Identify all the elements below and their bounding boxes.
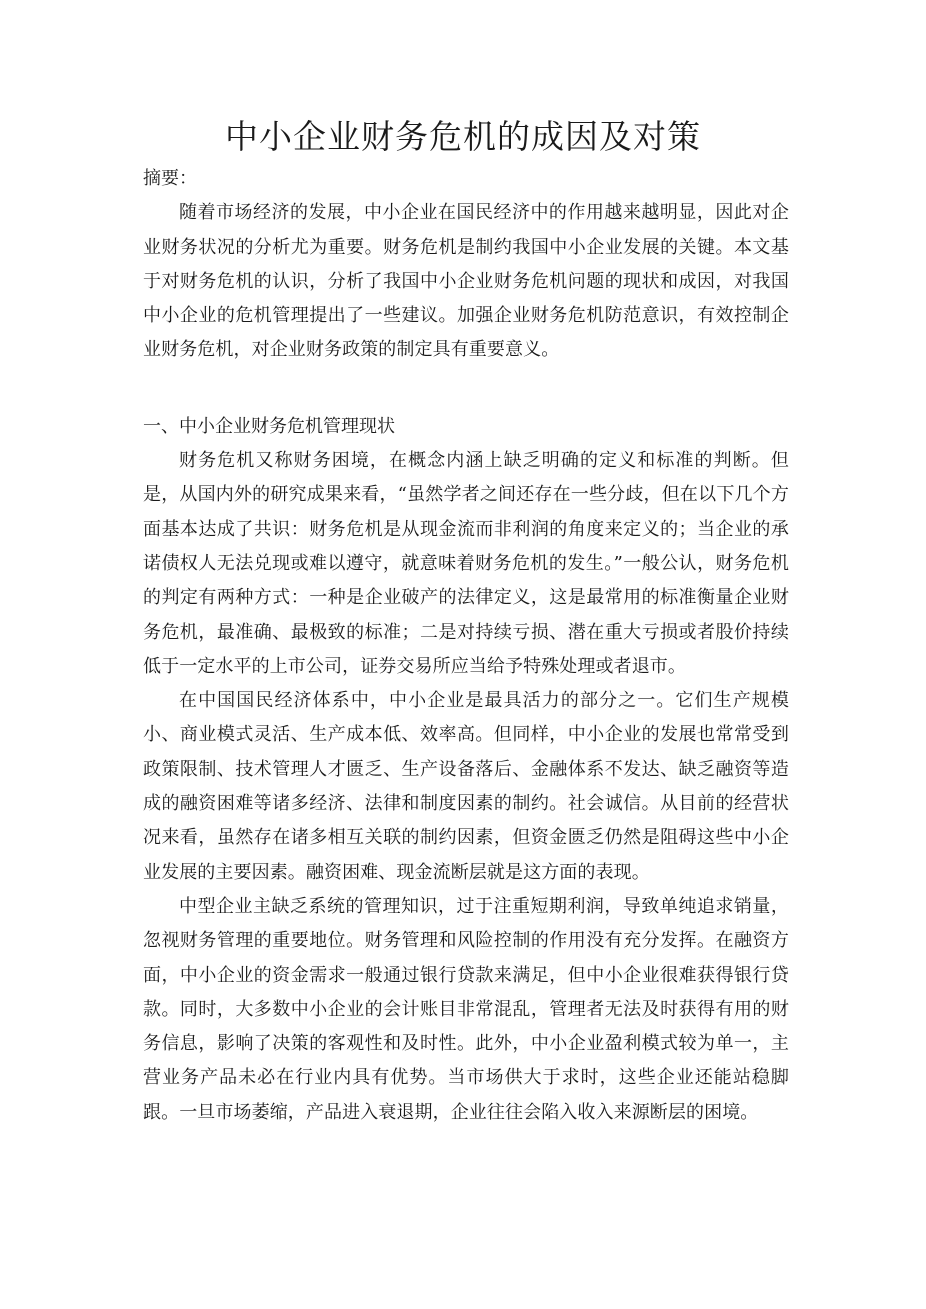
section-heading: 一、中小企业财务危机管理现状 — [143, 415, 395, 437]
abstract-label: 摘要： — [143, 168, 197, 189]
body-paragraph: 财务危机又称财务困境，在概念内涵上缺乏明确的定义和标准的判断。但是，从国内外的研究成果来看，“虽然学者之间还存在一些分歧，但在以下几个方面基本达成了共识：财务危机是从现金流而非利润的角度来定义的；当企业的承诺债权人无法兑现或难以遵守，就意味着财务危机的发生。”一般公认，财务危机的判定有两种方式：一种是企业破产的法律定义，这是最常用的标准衡量企业财务危机，最准确、最极致的标准；二是对持续亏损、潜在重大亏损或者股价持续低于一定水平的上市公司，证券交易所应当给予特殊处理或者退市。 — [143, 450, 789, 677]
abstract-paragraph: 随着市场经济的发展，中小企业在国民经济中的作用越来越明显，因此对企业财务状况的分析尤为重要。财务危机是制约我国中小企业发展的关键。本文基于对财务危机的认识，分析了我国中小企业财务危机问题的现状和成因，对我国中小企业的危机管理提出了一些建议。加强企业财务危机防范意识，有效控制企业财务危机，对企业财务政策的制定具有重要意义。 — [143, 202, 789, 361]
body-paragraph: 中型企业主缺乏系统的管理知识，过于注重短期利润，导致单纯追求销量，忽视财务管理的重要地位。财务管理和风险控制的作用没有充分发挥。在融资方面，中小企业的资金需求一般通过银行贷款来满足，但中小企业很难获得银行贷款。同时，大多数中小企业的会计账目非常混乱，管理者无法及时获得有用的财务信息，影响了决策的客观性和及时性。此外，中小企业盈利模式较为单一，主营业务产品未必在行业内具有优势。当市场供大于求时，这些企业还能站稳脚跟。一旦市场萎缩，产品进入衰退期，企业往往会陷入收入来源断层的困境。 — [143, 895, 789, 1123]
document-title: 中小企业财务危机的成因及对策 — [225, 117, 701, 156]
body-paragraph: 在中国国民经济体系中，中小企业是最具活力的部分之一。它们生产规模小、商业模式灵活、生产成本低、效率高。但同样，中小企业的发展也常常受到政策限制、技术管理人才匮乏、生产设备落后、金融体系不发达、缺乏融资等造成的融资困难等诸多经济、法律和制度因素的制约。社会诚信。从目前的经营状况来看，虽然存在诸多相互关联的制约因素，但资金匮乏仍然是阻碍这些中小企业发展的主要因素。融资困难、现金流断层就是这方面的表现。 — [143, 690, 789, 883]
document-body — [143, 162, 789, 1130]
section-spacer — [143, 368, 789, 410]
